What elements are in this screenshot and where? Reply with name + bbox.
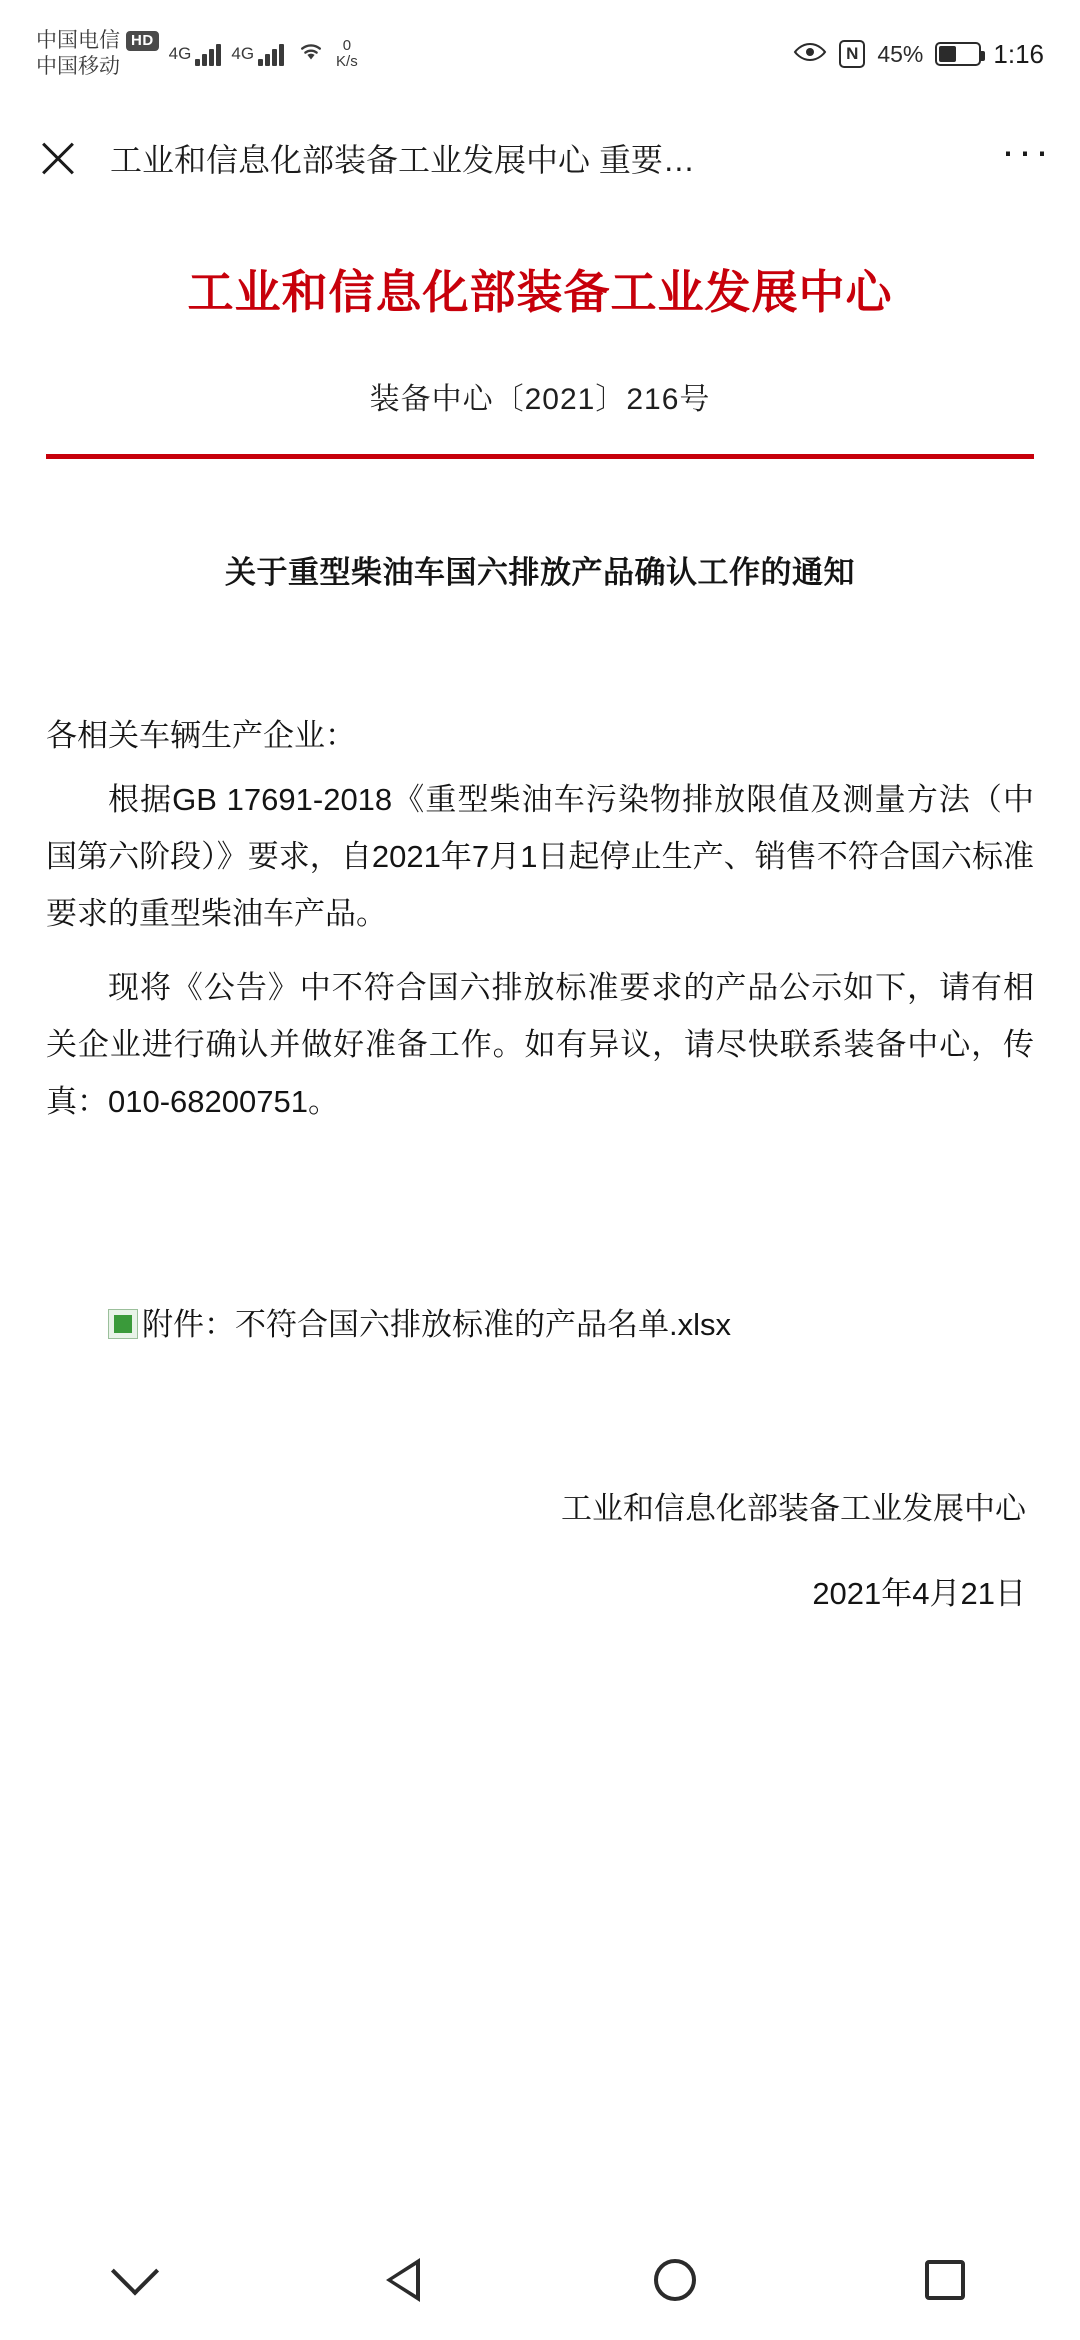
battery-percent: 45% — [877, 40, 924, 67]
document-number: 装备中心〔2021〕216号 — [369, 382, 711, 416]
network-type-secondary: 4G — [231, 44, 255, 63]
document-paragraph: 现将《公告》中不符合国六排放标准要求的产品公示如下，请有相关企业进行确认并做好准备工作。如有异议，请尽快联系装备中心，传真：010-68200751。 — [46, 969, 1034, 1120]
eye-comfort-icon — [793, 39, 827, 70]
carrier-name-primary: 中国电信 — [36, 28, 120, 52]
status-right-group — [793, 39, 1044, 70]
carrier-info — [36, 28, 159, 81]
carrier-name-secondary: 中国移动 — [36, 55, 120, 78]
signal-bars-primary-icon — [195, 42, 221, 66]
network-speed — [336, 38, 358, 71]
attachment-label[interactable]: 附件：不符合国六排放标准的产品名单.xlsx — [142, 1306, 731, 1342]
document-signature: 工业和信息化部装备工业发展中心 — [561, 1491, 1026, 1527]
network-type-primary: 4G — [168, 44, 192, 63]
app-title-bar — [0, 108, 1080, 208]
document-body — [0, 264, 1080, 1613]
document-paragraph: 根据GB 17691-2018《重型柴油车污染物排放限值及测量方法（中国第六阶段）》要求，自2021年7月1日起停止生产、销售不符合国六标准要求的重型柴油车产品。 — [46, 781, 1034, 932]
page-title: 工业和信息化部装备工业发展中心 重要… — [110, 142, 695, 178]
status-bar — [0, 0, 1080, 108]
back-button[interactable] — [350, 2235, 460, 2325]
close-icon[interactable] — [32, 132, 84, 184]
hide-keyboard-button[interactable] — [80, 2235, 190, 2325]
document-salutation: 各相关车辆生产企业： — [46, 717, 356, 753]
more-options-icon[interactable]: ··· — [1001, 127, 1052, 174]
wifi-icon — [296, 39, 326, 69]
battery-charging-icon — [935, 42, 981, 66]
status-clock: 1:16 — [993, 38, 1044, 69]
signal-bars-secondary-icon — [258, 42, 284, 66]
triangle-back-icon — [388, 2258, 422, 2302]
attachment-row[interactable] — [46, 1299, 1034, 1352]
carrier-row-primary — [36, 28, 159, 54]
circle-home-icon — [654, 2259, 696, 2301]
recents-button[interactable] — [890, 2235, 1000, 2325]
square-recents-icon — [925, 2260, 965, 2300]
document-issuer-header: 工业和信息化部装备工业发展中心 — [187, 265, 893, 319]
document-title: 关于重型柴油车国六排放产品确认工作的通知 — [225, 554, 855, 590]
chevron-down-icon — [111, 2247, 159, 2295]
home-button[interactable] — [620, 2235, 730, 2325]
system-navigation-bar — [0, 2220, 1080, 2340]
hd-badge: HD — [126, 31, 159, 52]
network-speed-unit: K/s — [336, 53, 358, 70]
network-speed-value: 0 — [342, 36, 352, 54]
excel-file-icon — [108, 1309, 138, 1339]
nfc-icon: N — [839, 40, 865, 68]
red-divider — [46, 454, 1034, 459]
document-sign-date: 2021年4月21日 — [812, 1576, 1026, 1612]
